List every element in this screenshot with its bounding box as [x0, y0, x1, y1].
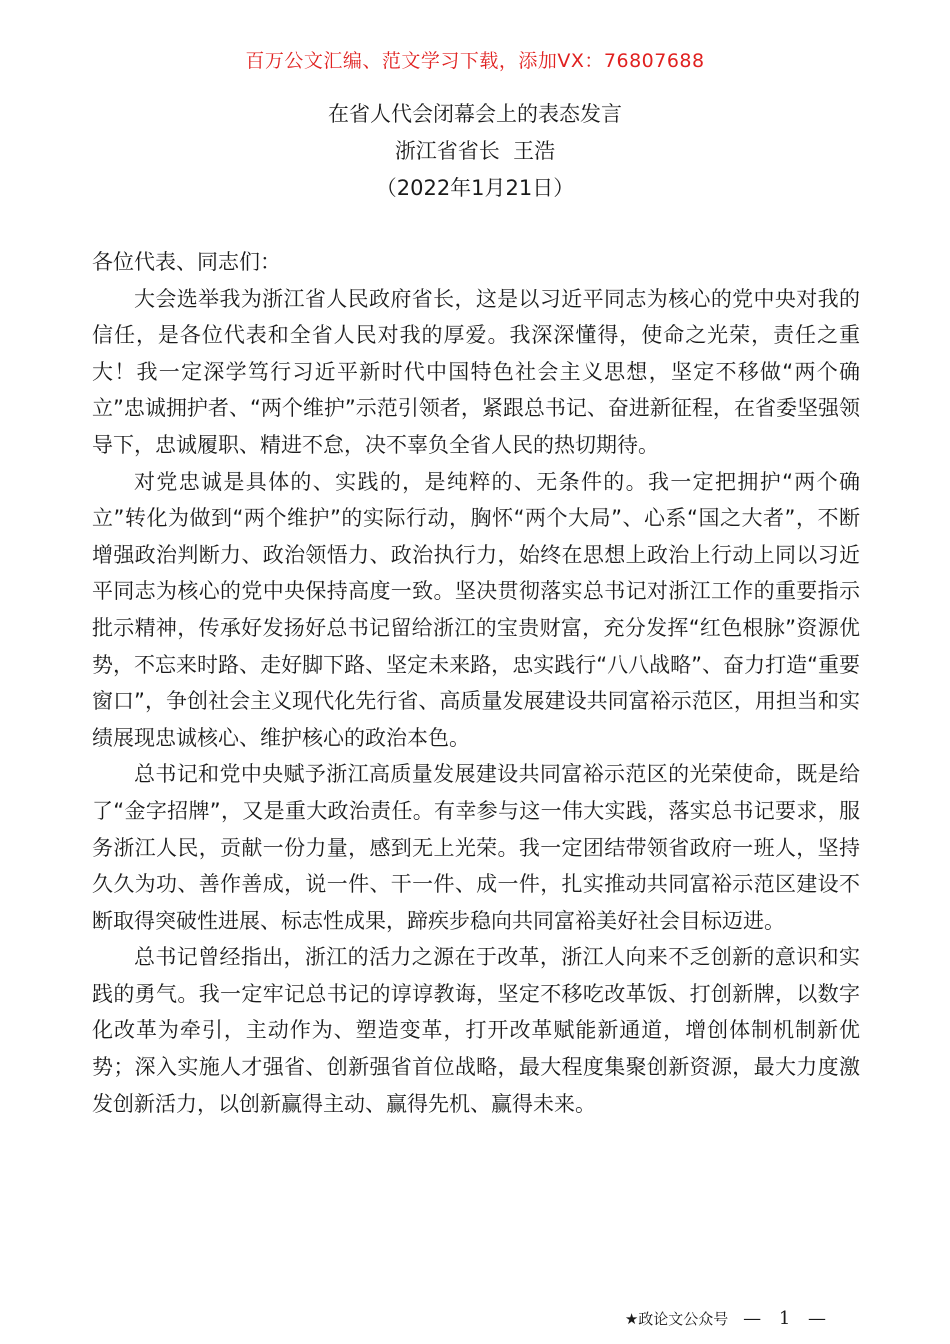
- watermark-banner: 百万公文汇编、范文学习下载，添加VX：76807688: [245, 50, 705, 72]
- paragraph-3: 总书记和党中央赋予浙江高质量发展建设共同富裕示范区的光荣使命，既是给了“金字招牌”，又是重大政治责任。有幸参与这一伟大实践，落实总书记要求，服务浙江人民，贡献一份力量，感到无上光荣。我一定团结带领省政府一班人，坚持久久为功、善作善成，说一件、干一件、成一件，扎实推动共同富裕示范区建设不断取得突破性进展、标志性成果，蹄疾步稳向共同富裕美好社会目标迈进。: [92, 762, 860, 933]
- paragraph-2: 对党忠诚是具体的、实践的，是纯粹的、无条件的。我一定把拥护“两个确立”转化为做到“两个维护”的实际行动，胸怀“两个大局”、心系“国之大者”，不断增强政治判断力、政治领悟力、政治执行力，始终在思想上政治上行动上同以习近平同志为核心的党中央保持高度一致。坚决贯彻落实总书记对浙江工作的重要指示批示精神，传承好发扬好总书记留给浙江的宝贵财富，充分发挥“红色根脉”资源优势，不忘来时路、走好脚下路、坚定未来路，忠实践行“八八战略”、奋力打造“重要窗口”，争创社会主义现代化先行省、高质量发展建设共同富裕示范区，用担当和实绩展现忠诚核心、维护核心的政治本色。: [92, 469, 860, 750]
- salutation: 各位代表、同志们：: [92, 250, 281, 274]
- document-title: 在省人代会闭幕会上的表态发言: [328, 102, 622, 126]
- paragraph-4: 总书记曾经指出，浙江的活力之源在于改革，浙江人向来不乏创新的意识和实践的勇气。我一定牢记总书记的谆谆教诲，坚定不移吃改革饭、打创新牌，以数字化改革为牵引，主动作为、塑造变革，打开改革赋能新通道，增创体制机制新优势；深入实施人才强省、创新强省首位战略，最大程度集聚创新资源，最大力度激发创新活力，以创新赢得主动、赢得先机、赢得未来。: [92, 945, 860, 1116]
- paragraph-1: 大会选举我为浙江省人民政府省长，这是以习近平同志为核心的党中央对我的信任，是各位代表和全省人民对我的厚爱。我深深懂得，使命之光荣，责任之重大！我一定深学笃行习近平新时代中国特色社会主义思想，坚定不移做“两个确立”忠诚拥护者、“两个维护”示范引领者，紧跟总书记、奋进新征程，在省委坚强领导下，忠诚履职、精进不怠，决不辜负全省人民的热切期待。: [92, 286, 860, 457]
- document-body: [92, 244, 860, 1122]
- document-author: 浙江省省长 王浩: [394, 139, 556, 163]
- document-header: [0, 96, 950, 207]
- document-date: （2022年1月21日）: [375, 176, 575, 200]
- page-footer: [625, 1308, 832, 1329]
- page-number: — 1 —: [743, 1308, 832, 1329]
- footer-source: ★政论文公众号: [624, 1310, 729, 1328]
